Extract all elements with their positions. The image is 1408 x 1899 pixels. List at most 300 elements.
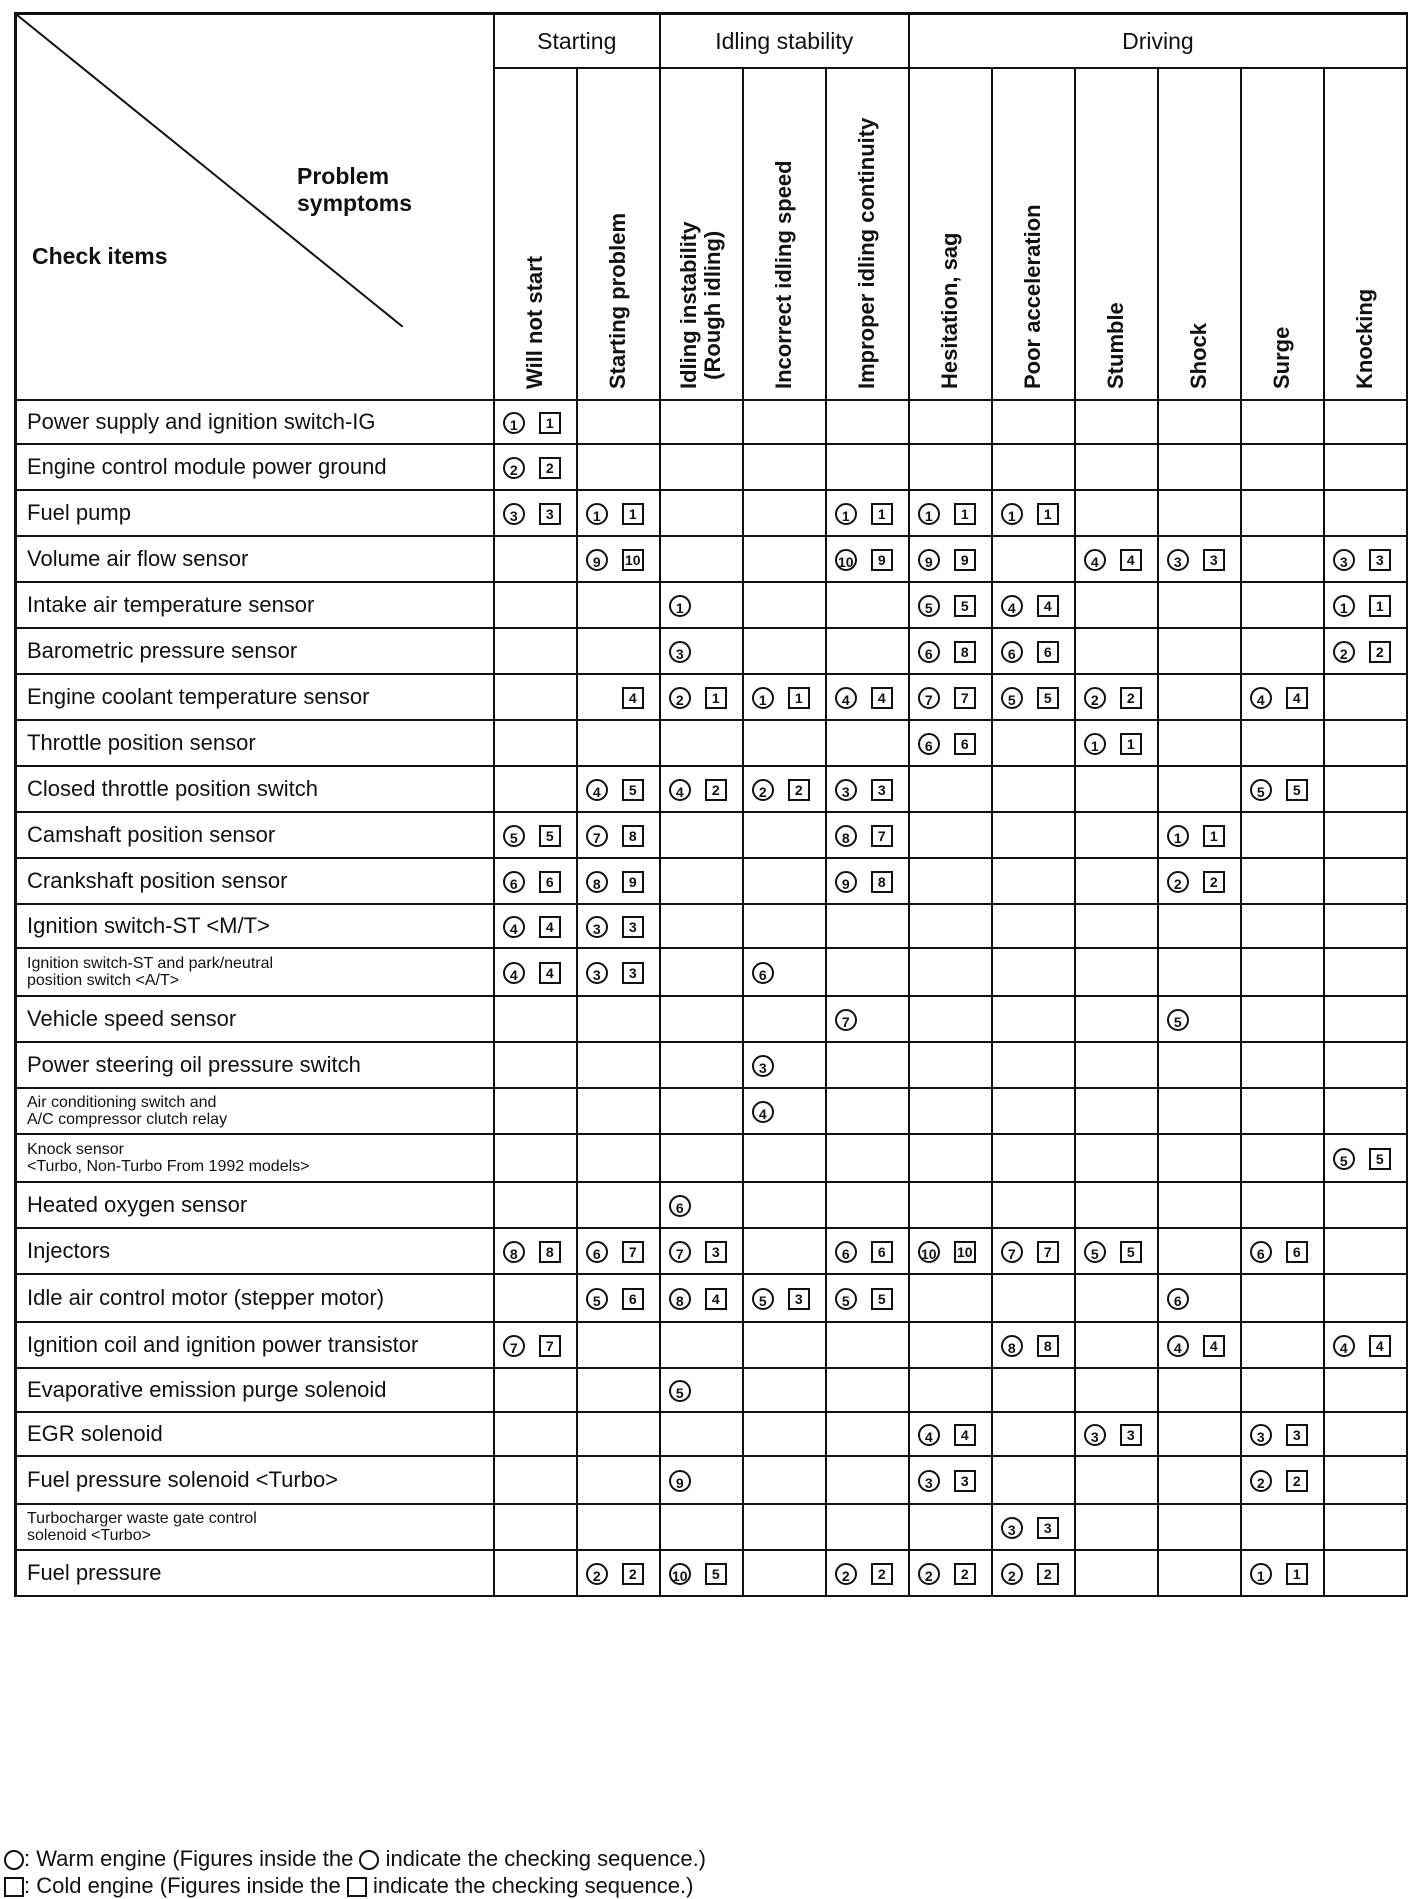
warm-sequence: 2 <box>835 1563 857 1585</box>
sequence-cell <box>1075 1456 1158 1504</box>
table-row <box>16 766 1408 812</box>
sequence-cell <box>826 628 909 674</box>
check-item-label <box>16 812 494 858</box>
sequence-cell <box>909 444 992 490</box>
cold-sequence: 8 <box>954 641 976 663</box>
sequence-cell <box>1324 628 1407 674</box>
sequence-cell <box>660 1042 743 1088</box>
column-header-text <box>1021 204 1045 389</box>
cold-sequence: 3 <box>622 962 644 984</box>
sequence-cell <box>1324 674 1407 720</box>
column-header <box>1241 68 1324 400</box>
sequence-cell <box>826 1182 909 1228</box>
column-header-text <box>938 233 962 389</box>
warm-sequence: 2 <box>1001 1563 1023 1585</box>
warm-sequence: 9 <box>918 549 940 571</box>
warm-sequence: 6 <box>669 1195 691 1217</box>
table-row <box>16 1550 1408 1596</box>
cold-sequence: 4 <box>1203 1335 1225 1357</box>
cold-sequence: 7 <box>622 1241 644 1263</box>
sequence-cell <box>1158 720 1241 766</box>
cold-sequence: 1 <box>1286 1563 1308 1585</box>
sequence-cell <box>494 400 577 444</box>
warm-sequence: 3 <box>669 641 691 663</box>
sequence-cell <box>494 1456 577 1504</box>
cold-sequence: 4 <box>1369 1335 1391 1357</box>
check-item-label <box>16 536 494 582</box>
table-row <box>16 1504 1408 1550</box>
warm-sequence: 9 <box>669 1470 691 1492</box>
warm-sequence: 1 <box>918 503 940 525</box>
sequence-cell <box>1241 904 1324 948</box>
sequence-cell <box>743 1368 826 1412</box>
legend-cold-end: indicate the checking sequence.) <box>372 1873 694 1898</box>
sequence-cell <box>743 1088 826 1134</box>
sequence-cell <box>826 1550 909 1596</box>
check-item-text: Injectors <box>27 1238 111 1263</box>
column-header-line: Poor acceleration <box>1020 204 1046 389</box>
warm-sequence: 4 <box>1250 687 1272 709</box>
sequence-cell <box>1324 1042 1407 1088</box>
sequence-cell <box>1324 582 1407 628</box>
warm-sequence: 3 <box>835 779 857 801</box>
sequence-cell <box>660 1182 743 1228</box>
sequence-cell <box>494 1322 577 1368</box>
sequence-cell <box>577 444 660 490</box>
sequence-cell <box>1324 948 1407 996</box>
warm-sequence: 2 <box>1250 1470 1272 1492</box>
sequence-cell <box>1075 628 1158 674</box>
sequence-cell <box>909 1322 992 1368</box>
cold-sequence: 10 <box>954 1241 976 1263</box>
cold-sequence: 3 <box>705 1241 727 1263</box>
sequence-cell <box>992 536 1075 582</box>
sequence-cell <box>1241 1274 1324 1322</box>
column-header <box>660 68 743 400</box>
sequence-cell <box>1075 674 1158 720</box>
sequence-cell <box>743 1504 826 1550</box>
sequence-cell <box>1075 948 1158 996</box>
table-row <box>16 1134 1408 1182</box>
sequence-cell <box>826 444 909 490</box>
warm-sequence: 6 <box>918 641 940 663</box>
sequence-cell <box>1158 1412 1241 1456</box>
circle-icon <box>359 1850 379 1870</box>
warm-sequence: 5 <box>1250 779 1272 801</box>
check-item-text: Knock sensor <box>27 1141 124 1158</box>
sequence-cell <box>826 490 909 536</box>
sequence-cell <box>1324 1088 1407 1134</box>
cold-sequence: 4 <box>705 1288 727 1310</box>
cold-sequence: 4 <box>1286 687 1308 709</box>
check-item-label <box>16 1182 494 1228</box>
sequence-cell <box>577 766 660 812</box>
check-item-text: Ignition switch-ST <M/T> <box>27 913 270 938</box>
sequence-cell <box>826 582 909 628</box>
cold-sequence: 2 <box>1369 641 1391 663</box>
table-row <box>16 1182 1408 1228</box>
sequence-cell <box>826 1228 909 1274</box>
sequence-cell <box>909 1412 992 1456</box>
column-header-line: Starting problem <box>605 212 631 389</box>
sequence-cell <box>1241 1134 1324 1182</box>
sequence-cell <box>577 1042 660 1088</box>
sequence-cell <box>1158 1550 1241 1596</box>
sequence-cell <box>909 948 992 996</box>
sequence-cell <box>660 674 743 720</box>
warm-sequence: 2 <box>1333 641 1355 663</box>
sequence-cell <box>1241 1042 1324 1088</box>
sequence-cell <box>577 1134 660 1182</box>
sequence-cell <box>1158 858 1241 904</box>
sequence-cell <box>1075 1274 1158 1322</box>
sequence-cell <box>577 628 660 674</box>
cold-sequence: 6 <box>622 1288 644 1310</box>
warm-sequence: 10 <box>669 1563 691 1585</box>
sequence-cell <box>992 490 1075 536</box>
sequence-cell <box>909 1182 992 1228</box>
sequence-cell <box>494 1182 577 1228</box>
warm-sequence: 2 <box>586 1563 608 1585</box>
cold-sequence: 8 <box>539 1241 561 1263</box>
warm-sequence: 5 <box>1167 1009 1189 1031</box>
sequence-cell <box>826 536 909 582</box>
table-row <box>16 858 1408 904</box>
sequence-cell <box>1158 1456 1241 1504</box>
sequence-cell <box>743 948 826 996</box>
check-item-text: EGR solenoid <box>27 1421 163 1446</box>
sequence-cell <box>1324 1322 1407 1368</box>
check-item-label <box>16 444 494 490</box>
sequence-cell <box>494 582 577 628</box>
sequence-cell <box>826 904 909 948</box>
sequence-cell <box>1158 628 1241 674</box>
sequence-cell <box>992 720 1075 766</box>
check-item-text: Power supply and ignition switch-IG <box>27 409 376 434</box>
sequence-cell <box>743 674 826 720</box>
cold-sequence: 3 <box>871 779 893 801</box>
warm-sequence: 8 <box>1001 1335 1023 1357</box>
cold-sequence: 5 <box>954 595 976 617</box>
check-item-label <box>16 628 494 674</box>
sequence-cell <box>992 858 1075 904</box>
cold-sequence: 6 <box>871 1241 893 1263</box>
cold-sequence: 4 <box>539 962 561 984</box>
sequence-cell <box>1075 1228 1158 1274</box>
check-item-text: Vehicle speed sensor <box>27 1006 237 1031</box>
cold-sequence: 1 <box>871 503 893 525</box>
warm-sequence: 6 <box>1167 1288 1189 1310</box>
check-item-text: Volume air flow sensor <box>27 546 249 571</box>
check-item-text-2: position switch <A/T> <box>27 972 180 989</box>
sequence-cell <box>1324 858 1407 904</box>
sequence-cell <box>909 674 992 720</box>
sequence-cell <box>743 1322 826 1368</box>
sequence-cell <box>743 1042 826 1088</box>
table-row <box>16 996 1408 1042</box>
sequence-cell <box>1075 536 1158 582</box>
table-row <box>16 400 1408 444</box>
check-item-text: Ignition coil and ignition power transistor <box>27 1332 419 1357</box>
sequence-cell <box>577 582 660 628</box>
sequence-cell <box>826 720 909 766</box>
sequence-cell <box>660 582 743 628</box>
warm-sequence: 4 <box>669 779 691 801</box>
sequence-cell <box>577 1412 660 1456</box>
group-idling-stability: Idling stability <box>660 14 909 69</box>
sequence-cell <box>1075 1550 1158 1596</box>
check-item-text-2: <Turbo, Non-Turbo From 1992 models> <box>27 1158 310 1175</box>
warm-sequence: 7 <box>669 1241 691 1263</box>
sequence-cell <box>660 1368 743 1412</box>
sequence-cell <box>1075 1182 1158 1228</box>
sequence-cell <box>1241 1322 1324 1368</box>
sequence-cell <box>743 400 826 444</box>
cold-sequence: 2 <box>788 779 810 801</box>
sequence-cell <box>660 996 743 1042</box>
sequence-cell <box>577 1368 660 1412</box>
sequence-cell <box>909 812 992 858</box>
sequence-cell <box>826 1412 909 1456</box>
cold-sequence: 8 <box>622 825 644 847</box>
sequence-cell <box>909 1228 992 1274</box>
warm-sequence: 7 <box>1001 1241 1023 1263</box>
sequence-cell <box>1241 812 1324 858</box>
sequence-cell <box>660 1322 743 1368</box>
cold-sequence: 10 <box>622 549 644 571</box>
sequence-cell <box>660 720 743 766</box>
cold-sequence: 1 <box>1037 503 1059 525</box>
sequence-cell <box>494 444 577 490</box>
check-item-text: Heated oxygen sensor <box>27 1192 248 1217</box>
sequence-cell <box>1158 996 1241 1042</box>
check-item-label <box>16 904 494 948</box>
warm-sequence: 7 <box>835 1009 857 1031</box>
sequence-cell <box>909 1456 992 1504</box>
check-item-label <box>16 1042 494 1088</box>
warm-sequence: 1 <box>1167 825 1189 847</box>
sequence-cell <box>494 766 577 812</box>
sequence-cell <box>1324 720 1407 766</box>
sequence-cell <box>577 674 660 720</box>
sequence-cell <box>992 1182 1075 1228</box>
warm-sequence: 5 <box>503 825 525 847</box>
column-header-text <box>1187 323 1211 389</box>
sequence-cell <box>1241 628 1324 674</box>
warm-sequence: 3 <box>1333 549 1355 571</box>
warm-sequence: 1 <box>503 412 525 434</box>
sequence-cell <box>577 812 660 858</box>
column-header-line: Incorrect idling speed <box>771 160 797 389</box>
warm-sequence: 3 <box>1250 1424 1272 1446</box>
sequence-cell <box>494 1412 577 1456</box>
column-header-text <box>523 256 547 389</box>
check-item-label <box>16 1228 494 1274</box>
sequence-cell <box>1324 812 1407 858</box>
sequence-cell <box>1075 400 1158 444</box>
sequence-cell <box>577 858 660 904</box>
sequence-cell <box>743 766 826 812</box>
cold-sequence: 6 <box>1286 1241 1308 1263</box>
sequence-cell <box>1158 536 1241 582</box>
check-table <box>14 12 1408 1597</box>
cold-sequence: 1 <box>539 412 561 434</box>
sequence-cell <box>826 812 909 858</box>
sequence-cell <box>992 628 1075 674</box>
sequence-cell <box>743 1134 826 1182</box>
warm-sequence: 2 <box>669 687 691 709</box>
sequence-cell <box>660 400 743 444</box>
sequence-cell <box>992 1456 1075 1504</box>
warm-sequence: 3 <box>752 1055 774 1077</box>
check-item-text: Idle air control motor (stepper motor) <box>27 1285 385 1310</box>
sequence-cell <box>992 996 1075 1042</box>
sequence-cell <box>1324 904 1407 948</box>
sequence-cell <box>1241 490 1324 536</box>
sequence-cell <box>1241 720 1324 766</box>
cold-sequence: 8 <box>871 871 893 893</box>
sequence-cell <box>992 1412 1075 1456</box>
cold-sequence: 4 <box>871 687 893 709</box>
warm-sequence: 6 <box>586 1241 608 1263</box>
warm-sequence: 4 <box>1001 595 1023 617</box>
sequence-cell <box>992 674 1075 720</box>
cold-sequence: 2 <box>1203 871 1225 893</box>
sequence-cell <box>1241 1088 1324 1134</box>
column-header-text <box>1353 289 1377 389</box>
cold-sequence: 2 <box>954 1563 976 1585</box>
warm-sequence: 4 <box>835 687 857 709</box>
sequence-cell <box>660 904 743 948</box>
warm-sequence: 5 <box>1084 1241 1106 1263</box>
warm-sequence: 1 <box>669 595 691 617</box>
sequence-cell <box>1158 444 1241 490</box>
warm-sequence: 5 <box>1001 687 1023 709</box>
warm-sequence: 3 <box>1001 1517 1023 1539</box>
sequence-cell <box>992 1322 1075 1368</box>
table-row <box>16 1322 1408 1368</box>
sequence-cell <box>1158 1322 1241 1368</box>
sequence-cell <box>660 1504 743 1550</box>
sequence-cell <box>1075 444 1158 490</box>
sequence-cell <box>826 1042 909 1088</box>
warm-sequence: 4 <box>503 962 525 984</box>
sequence-cell <box>1075 1042 1158 1088</box>
cold-sequence: 4 <box>1037 595 1059 617</box>
sequence-cell <box>1241 766 1324 812</box>
warm-sequence: 9 <box>586 549 608 571</box>
corner-top2: symptoms <box>297 190 413 216</box>
column-header <box>1075 68 1158 400</box>
table-row <box>16 720 1408 766</box>
sequence-cell <box>909 1504 992 1550</box>
cold-sequence: 3 <box>622 916 644 938</box>
cold-sequence: 5 <box>1037 687 1059 709</box>
warm-sequence: 3 <box>1167 549 1189 571</box>
cold-sequence: 5 <box>1120 1241 1142 1263</box>
sequence-cell <box>494 720 577 766</box>
cold-sequence: 3 <box>1120 1424 1142 1446</box>
sequence-cell <box>1241 996 1324 1042</box>
table-row <box>16 1456 1408 1504</box>
sequence-cell <box>1075 490 1158 536</box>
cold-sequence: 9 <box>954 549 976 571</box>
sequence-cell <box>743 812 826 858</box>
group-driving: Driving <box>909 14 1407 69</box>
warm-sequence: 7 <box>586 825 608 847</box>
sequence-cell <box>577 536 660 582</box>
sequence-cell <box>494 490 577 536</box>
check-item-text-2: A/C compressor clutch relay <box>27 1111 228 1128</box>
sequence-cell <box>494 858 577 904</box>
sequence-cell <box>826 1134 909 1182</box>
column-header <box>494 68 577 400</box>
warm-sequence: 3 <box>586 916 608 938</box>
column-header <box>1158 68 1241 400</box>
sequence-cell <box>826 1456 909 1504</box>
sequence-cell <box>826 948 909 996</box>
sequence-cell <box>494 1368 577 1412</box>
sequence-cell <box>494 1504 577 1550</box>
check-items-label: Check items <box>32 243 168 269</box>
warm-sequence: 4 <box>503 916 525 938</box>
sequence-cell <box>1324 1228 1407 1274</box>
sequence-cell <box>1158 400 1241 444</box>
sequence-cell <box>1324 490 1407 536</box>
sequence-cell <box>909 1134 992 1182</box>
sequence-cell <box>494 674 577 720</box>
warm-sequence: 10 <box>835 549 857 571</box>
sequence-cell <box>743 1274 826 1322</box>
sequence-cell <box>1075 904 1158 948</box>
check-item-text: Fuel pressure <box>27 1560 162 1585</box>
warm-sequence: 1 <box>1084 733 1106 755</box>
problem-symptoms-label <box>297 163 412 217</box>
sequence-cell <box>909 1368 992 1412</box>
table-row <box>16 1368 1408 1412</box>
sequence-cell <box>1158 812 1241 858</box>
cold-sequence: 2 <box>871 1563 893 1585</box>
table-row <box>16 948 1408 996</box>
sequence-cell <box>577 400 660 444</box>
warm-sequence: 5 <box>586 1288 608 1310</box>
sequence-cell <box>826 1088 909 1134</box>
warm-sequence: 1 <box>586 503 608 525</box>
sequence-cell <box>909 996 992 1042</box>
check-item-label <box>16 858 494 904</box>
sequence-cell <box>494 1274 577 1322</box>
table-row <box>16 1274 1408 1322</box>
check-item-label <box>16 1504 494 1550</box>
sequence-cell <box>1324 536 1407 582</box>
sequence-cell <box>1158 1134 1241 1182</box>
sequence-cell <box>1241 1550 1324 1596</box>
sequence-cell <box>577 1088 660 1134</box>
sequence-cell <box>577 996 660 1042</box>
sequence-cell <box>577 1322 660 1368</box>
cold-sequence: 7 <box>539 1335 561 1357</box>
check-item-label <box>16 1456 494 1504</box>
warm-sequence: 4 <box>1167 1335 1189 1357</box>
sequence-cell <box>660 1228 743 1274</box>
warm-sequence: 8 <box>503 1241 525 1263</box>
cold-sequence: 4 <box>954 1424 976 1446</box>
sequence-cell <box>909 490 992 536</box>
sequence-cell <box>909 858 992 904</box>
sequence-cell <box>992 948 1075 996</box>
sequence-cell <box>1075 1134 1158 1182</box>
sequence-cell <box>992 1228 1075 1274</box>
